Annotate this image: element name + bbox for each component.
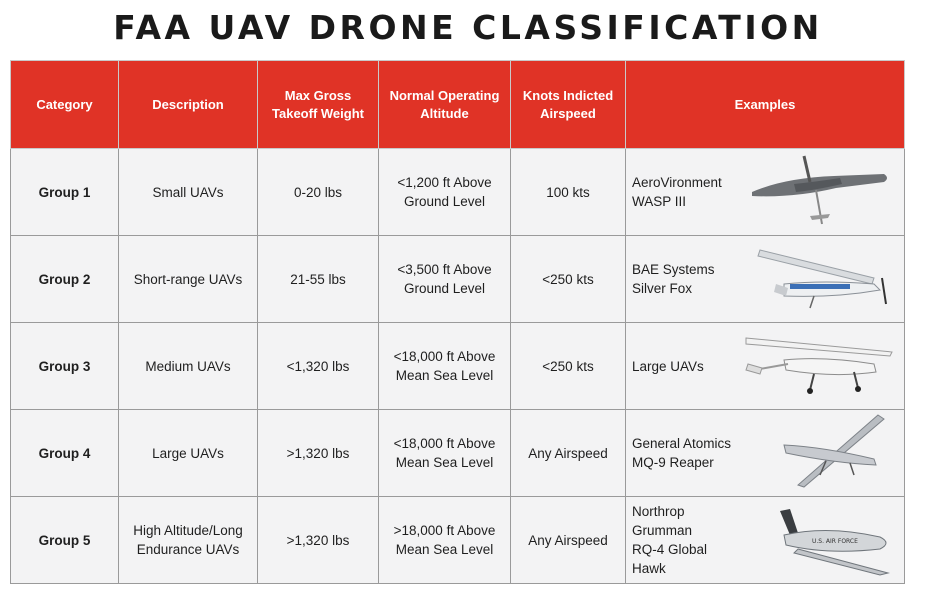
table-row [11,236,905,323]
reaper-drone-image [774,413,894,493]
header-weight: Max Gross Takeoff Weight [258,61,379,149]
airspeed-cell: <250 kts [511,323,626,410]
header-row [11,61,905,149]
airspeed-cell: Any Airspeed [511,497,626,584]
description-cell: High Altitude/Long Endurance UAVs [119,497,258,584]
example-model: MQ-9 Reaper [632,455,714,470]
example-cell [626,149,905,236]
shadow-drone-image [744,334,894,398]
header-description: Description [119,61,258,149]
description-cell: Short-range UAVs [119,236,258,323]
altitude-cell: <3,500 ft Above Ground Level [379,236,511,323]
example-maker: Northrop Grumman [632,504,693,538]
category-cell: Group 3 [11,323,119,410]
weight-cell: >1,320 lbs [258,410,379,497]
example-maker: AeroVironment [632,175,722,190]
weight-cell: 0-20 lbs [258,149,379,236]
wasp-drone-image [744,154,894,230]
airspeed-cell: <250 kts [511,236,626,323]
table-row [11,410,905,497]
example-model: RQ-4 Global Hawk [632,542,708,576]
header-altitude: Normal Operating Altitude [379,61,511,149]
header-examples: Examples [626,61,905,149]
uav-classification-table [10,60,905,584]
svg-text:U.S. AIR FORCE: U.S. AIR FORCE [812,538,858,545]
example-maker: General Atomics [632,436,732,451]
altitude-cell: <18,000 ft Above Mean Sea Level [379,323,511,410]
example-cell [626,497,905,584]
description-cell: Medium UAVs [119,323,258,410]
header-airspeed: Knots Indicted Airspeed [511,61,626,149]
example-model: Silver Fox [632,281,693,296]
example-maker: BAE Systems [632,262,715,277]
silver-fox-drone-image [754,244,894,314]
category-cell: Group 1 [11,149,119,236]
weight-cell: 21-55 lbs [258,236,379,323]
example-cell [626,236,905,323]
header-category: Category [11,61,119,149]
description-cell: Small UAVs [119,149,258,236]
example-model: WASP III [632,194,687,209]
altitude-cell: <1,200 ft Above Ground Level [379,149,511,236]
category-cell: Group 2 [11,236,119,323]
page-title: FAA UAV DRONE CLASSIFICATION [113,8,823,47]
airspeed-cell: Any Airspeed [511,410,626,497]
table-row [11,497,905,584]
airspeed-cell: 100 kts [511,149,626,236]
altitude-cell: <18,000 ft Above Mean Sea Level [379,410,511,497]
weight-cell: >1,320 lbs [258,497,379,584]
example-cell [626,323,905,410]
example-cell [626,410,905,497]
example-maker: Large UAVs [632,358,704,374]
table-row [11,323,905,410]
weight-cell: <1,320 lbs [258,323,379,410]
table-row [11,149,905,236]
category-cell: Group 5 [11,497,119,584]
category-cell: Group 4 [11,410,119,497]
global-hawk-drone-image [768,503,894,577]
altitude-cell: >18,000 ft Above Mean Sea Level [379,497,511,584]
description-cell: Large UAVs [119,410,258,497]
